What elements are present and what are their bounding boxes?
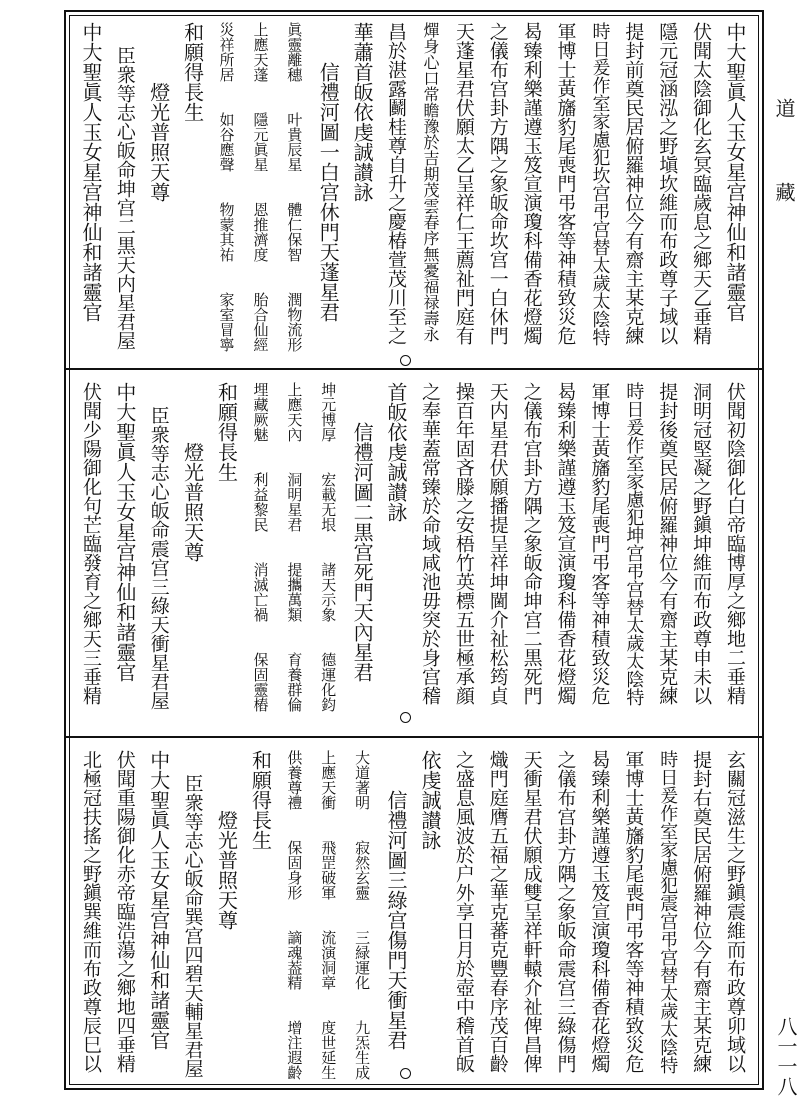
text-column: 天衝星君伏願成雙呈祥軒轅介祉俾昌俾: [520, 750, 543, 1073]
text-column: 和願得長生: [214, 382, 239, 482]
text-column: 中大聖眞人玉女星宫神仙和諸靈官: [146, 750, 171, 1050]
text-column: 隱元冠涵泓之野塡坎維而布政尊子域以: [656, 22, 679, 345]
text-column: 臣衆等志心皈命坤宫二黒天内星君屋: [113, 46, 136, 350]
circle-mark-icon: [400, 1068, 411, 1079]
text-column: 信禮河圖一白宫休門天蓬星君: [316, 62, 341, 322]
text-column: 之儀布宫卦方隅之象皈命坎宫一白休門: [486, 22, 509, 345]
text-column: 軍博士黃旛豹尾喪門弔客等神積致災危: [588, 382, 611, 705]
text-column: 埋藏厥魅 利益黎民 消滅亡禍 保固靈樁: [251, 382, 270, 712]
text-column: 華蕭首皈依虔誠讃詠: [350, 22, 375, 202]
text-column: 提封右奠民居俯羅神位今有齋主某克練: [690, 750, 713, 1073]
text-column: 提封後奠民居俯羅神位今有齋主某克練: [656, 382, 679, 705]
text-column: 伏聞少陽御化句芒臨發育之鄉天三垂精: [79, 382, 102, 705]
text-column: 操百年固吝滕之安梧竹英標五世極承顔: [452, 382, 475, 705]
text-column: 燈光普照天尊: [180, 442, 205, 562]
text-column: 天蓬星君伏願太乙呈祥仁王薦祉門庭有: [452, 22, 475, 345]
circle-mark-icon: [400, 712, 411, 723]
text-column: 中大聖眞人玉女星宫神仙和諸靈官: [723, 22, 748, 322]
text-column: 伏聞太陰御化玄冥臨歲息之鄉天乙垂精: [690, 22, 713, 345]
text-column: 信禮河圖三綠宫傷門天衝星君: [384, 790, 409, 1050]
text-column: 中大聖眞人玉女星宫神仙和諸靈官: [112, 382, 137, 682]
panel-divider-1: [64, 368, 764, 370]
text-column: 之儀布宫卦方隅之象皈命震宫三綠傷門: [554, 750, 577, 1073]
text-panel: [70, 22, 758, 362]
text-column: 上應天衝 飛罡破軍 流演洞章 度世延生: [319, 750, 338, 1080]
volume-label: 藏: [772, 182, 796, 202]
text-column: 時日爰作室家慮犯坎宫弔宫替太歲太陰特: [589, 22, 611, 346]
text-column: 燀身心口常瞻豫於吉期茂雲春序無憂福禄壽永: [420, 22, 440, 342]
text-column: 信禮河圖二黒宫死門天內星君: [350, 422, 375, 682]
text-column: 軍博士黃旛豹尾喪門弔客等神積致災危: [622, 750, 645, 1073]
text-column: 依虔誠讃詠: [417, 750, 442, 850]
text-column: 坤元博厚 宏載无垠 諸天示象 德運化鈞: [319, 382, 338, 712]
folio-number: 八一一八: [774, 1016, 798, 1096]
text-column: 熾門庭膺五福之華克蕃克豐春序茂百齡: [486, 750, 509, 1073]
text-column: 上應天內 洞明星君 提攜萬類 育養群倫: [285, 382, 304, 712]
text-column: 眞靈離穗 叶貴辰星 體仁保智 潤物流形: [285, 22, 304, 352]
text-column: 曷臻利樂謹遵玉笈宣演瓊科備香花燈燭: [588, 750, 611, 1073]
text-column: 曷臻利樂謹遵玉笈宣演瓊科備香花燈燭: [520, 22, 543, 345]
text-column: 時日爰作室家慮犯震宫弔宫替太歲太陰特: [657, 750, 679, 1074]
text-column: 災祥所居 如谷應聲 物蒙其祐 家室冒寧: [217, 22, 236, 352]
text-column: 昌於湛露鬬桂尊自升之慶椿萱茂川至之: [385, 22, 408, 345]
text-column: 軍博士黃旛豹尾喪門弔客等神積致災危: [554, 22, 577, 345]
circle-mark-icon: [400, 355, 411, 366]
text-column: 洞明冠堅凝之野鎭坤維而布政尊申未以: [690, 382, 713, 705]
text-column: 提封前奠民居俯羅神位今有齋主某克練: [622, 22, 645, 345]
text-column: 之儀布宫卦方隅之象皈命坤宫二黒死門: [520, 382, 543, 705]
text-column: 伏聞重陽御化赤帝臨浩蕩之鄉地四垂精: [113, 750, 136, 1073]
text-column: 大道著明 寂然玄靈 三緑運化 九炁生成: [353, 750, 372, 1080]
text-column: 伏聞初陰御化白帝臨博厚之鄉地二垂精: [724, 382, 747, 705]
text-column: 之盛息風波於户外享日月於壺中稽首皈: [452, 750, 475, 1073]
text-panel: [70, 750, 758, 1085]
volume-label: 道: [772, 98, 796, 118]
text-column: 臣衆等志心皈命巽宫四碧天輔星君屋: [181, 774, 204, 1078]
text-column: 北極冠扶搖之野鎭巽維而布政尊辰巳以: [79, 750, 102, 1073]
text-column: 和願得長生: [248, 750, 273, 850]
panel-divider-2: [64, 736, 764, 738]
text-column: 曷臻利樂謹遵玉笈宣演瓊科備香花燈燭: [554, 382, 577, 705]
text-column: 燈光普照天尊: [214, 810, 239, 930]
text-column: 時日爰作室家慮犯坤宫弔宫替太歲太陰特: [623, 382, 645, 706]
text-column: 之奉華蓋常臻於命域咸池毋突於身宫稽: [418, 382, 441, 705]
text-column: 燈光普照天尊: [146, 82, 171, 202]
text-column: 和願得長生: [180, 22, 205, 122]
text-column: 上應天蓬 隱元眞星 恩推濟度 胎合仙經: [251, 22, 270, 352]
text-column: 玄關冠滋生之野鎭震維而布政尊卯域以: [724, 750, 747, 1073]
text-column: 中大聖眞人玉女星宫神仙和諸靈官: [78, 22, 103, 322]
text-column: 首皈依虔誠讃詠: [384, 382, 409, 522]
text-column: 供養尊禮 保固身形 謫魂葢精 增注遐齡: [285, 750, 304, 1080]
text-column: 臣衆等志心皈命震宫三綠天衝星君屋: [147, 406, 170, 710]
text-panel: [70, 382, 758, 722]
text-column: 天内星君伏願播提呈祥坤閫介祉松筠貞: [486, 382, 509, 705]
